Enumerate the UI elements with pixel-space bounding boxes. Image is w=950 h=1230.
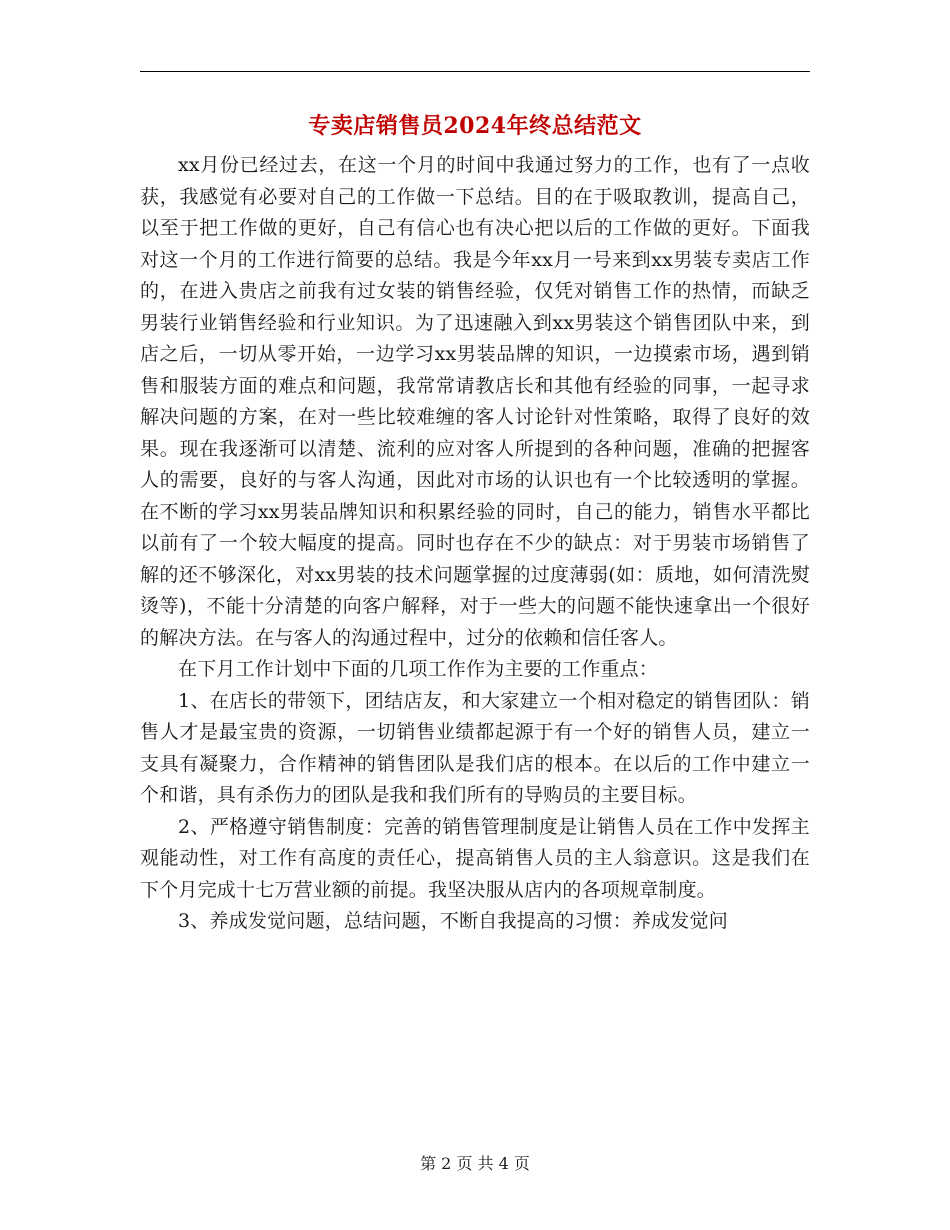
paragraph-plan-intro: 在下月工作计划中下面的几项工作作为主要的工作重点： <box>178 658 659 680</box>
paragraph-item-2: 2、严格遵守销售制度：完善的销售管理制度是让销售人员在工作中发挥主观能动性，对工作有高度的责任心，提高销售人员的主人翁意识。这是我们在下个月完成十七万营业额的前提。我坚决服从店内的各项规章制度。 <box>140 815 810 901</box>
paragraph-item-3: 3、养成发觉问题，总结问题，不断自我提高的习惯：养成发觉问 <box>178 910 728 932</box>
page-footer: 第 2 页 共 4 页 <box>420 1154 530 1173</box>
header-rule <box>140 71 810 72</box>
paragraph-summary: xx月份已经过去，在这一个月的时间中我通过努力的工作，也有了一点收获，我感觉有必要对自己的工作做一下总结。目的在于吸取教训，提高自己，以至于把工作做的更好，自己有信心也有决心把以后的工作做的更好。下面我对这一个月的工作进行简要的总结。我是今年xx月一号来到xx男装专卖店工作的，在进入贵店之前我有过女装的销售经验，仅凭对销售工作的热情，而缺乏男装行业销售经验和行业知识。为了迅速融入到xx男装这个销售团队中来，到店之后，一切从零开始，一边学习xx男装品牌的知识，一边摸索市场，遇到销售和服装方面的难点和问题，我常常请教店长和其他有经验的同事，一起寻求解决问题的方案，在对一些比较难缠的客人讨论针对性策略，取得了良好的效果。现在我逐渐可以清楚、流利的应对客人所提到的各种问题，准确的把握客人的需要，良好的与客人沟通，因此对市场的认识也有一个比较透明的掌握。在不断的学习xx男装品牌知识和积累经验的同时，自己的能力，销售水平都比以前有了一个较大幅度的提高。同时也存在不少的缺点：对于男装市场销售了解的还不够深化，对xx男装的技术问题掌握的过度薄弱(如：质地，如何清洗熨烫等)，不能十分清楚的向客户解释，对于一些大的问题不能快速拿出一个很好的解决方法。在与客人的沟通过程中，过分的依赖和信任客人。 <box>140 154 810 649</box>
document-body <box>140 150 810 938</box>
paragraph-item-1: 1、在店长的带领下，团结店友，和大家建立一个相对稳定的销售团队：销售人才是最宝贵的资源，一切销售业绩都起源于有一个好的销售人员，建立一支具有凝聚力，合作精神的销售团队是我们店的根本。在以后的工作中建立一个和谐，具有杀伤力的团队是我和我们所有的导购员的主要目标。 <box>140 689 810 806</box>
document-title: 专卖店销售员2024年终总结范文 <box>308 113 642 139</box>
